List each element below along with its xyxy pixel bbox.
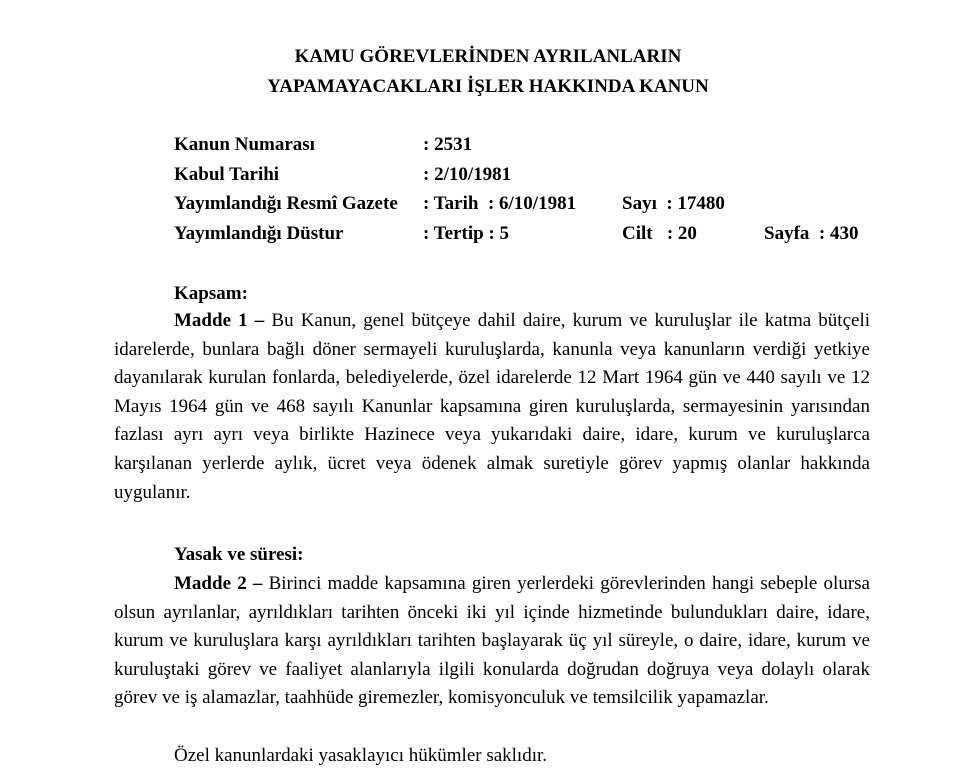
law-title-line-2: YAPAMAYACAKLARI İŞLER HAKKINDA KANUN — [267, 76, 709, 97]
madde-2-paragraph — [114, 570, 870, 713]
resmi-gazete-label: Yayımlandığı Resmî Gazete — [174, 193, 398, 214]
meta-row-kanun-numarasi — [0, 130, 976, 160]
kabul-tarihi-value: : 2/10/1981 — [423, 164, 512, 185]
kapsam-heading: Kapsam: — [174, 283, 248, 304]
dustur-cilt: Cilt : 20 — [622, 223, 697, 244]
kabul-tarihi-label: Kabul Tarihi — [174, 164, 280, 185]
kanun-numarasi-value: : 2531 — [423, 134, 473, 155]
madde-1-paragraph — [114, 307, 870, 507]
madde-2-extra: Özel kanunlardaki yasaklayıcı hükümler saklıdır. — [174, 745, 548, 766]
madde-1-text: Bu Kanun, genel bütçeye dahil daire, kurum ve kuruluşlar ile katma bütçeli idarelerde, bunlara bağlı döner sermayeli kuruluşlarda, kanunla veya kanunların verdiği yetkiye dayanılarak kurulan fonlarda, belediyelerde, özel idarelerde 12 Mart 1964 gün ve 440 sayılı ve 12 Mayıs 1964 gün ve 468 sayılı Kanunlar kapsamına giren kuruluşlarda, sermayesinin yarısından fazlası ayrı ayrı veya birlikte Hazinece veya yukarıdaki daire, idare, kurum ve kuruluşlarca karşılanan yerlerde aylık, ücret veya ödenek almak suretiyle görev yapmış olanlar hakkında uygulanır. — [114, 310, 871, 503]
dustur-label: Yayımlandığı Düstur — [174, 223, 344, 244]
madde-2-label: Madde 2 – — [174, 573, 263, 594]
madde-1-label: Madde 1 – — [174, 310, 265, 331]
yasak-heading: Yasak ve süresi: — [174, 544, 304, 565]
law-title-line-1: KAMU GÖREVLERİNDEN AYRILANLARIN — [294, 46, 682, 67]
meta-row-resmi-gazete — [0, 189, 976, 219]
madde-2-text: Birinci madde kapsamına giren yerlerdeki görevlerinden hangi sebeple olursa olsun ayrılanlar, ayrıldıkları tarihten önceki iki yıl içinde hizmetinde bulundukları daire, idare, kurum ve kuruluşlara karşı ayrıldıkları tarihten başlayarak üç yıl süreyle, o daire, idare, kurum ve kuruluştaki görev ve faaliyet alanlarıyla ilgili konularda doğrudan doğruya veya dolaylı olarak görev ve iş alamazlar, taahhüde giremezler, komisyonculuk ve temsilcilik yapamazlar. — [114, 573, 870, 709]
meta-row-dustur — [0, 219, 976, 249]
resmi-gazete-sayi: Sayı : 17480 — [622, 193, 725, 214]
resmi-gazete-tarih: : Tarih : 6/10/1981 — [423, 193, 577, 214]
dustur-tertip: : Tertip : 5 — [423, 223, 510, 244]
kanun-numarasi-label: Kanun Numarası — [174, 134, 315, 155]
meta-row-kabul-tarihi — [0, 160, 976, 190]
dustur-sayfa: Sayfa : 430 — [764, 223, 859, 244]
